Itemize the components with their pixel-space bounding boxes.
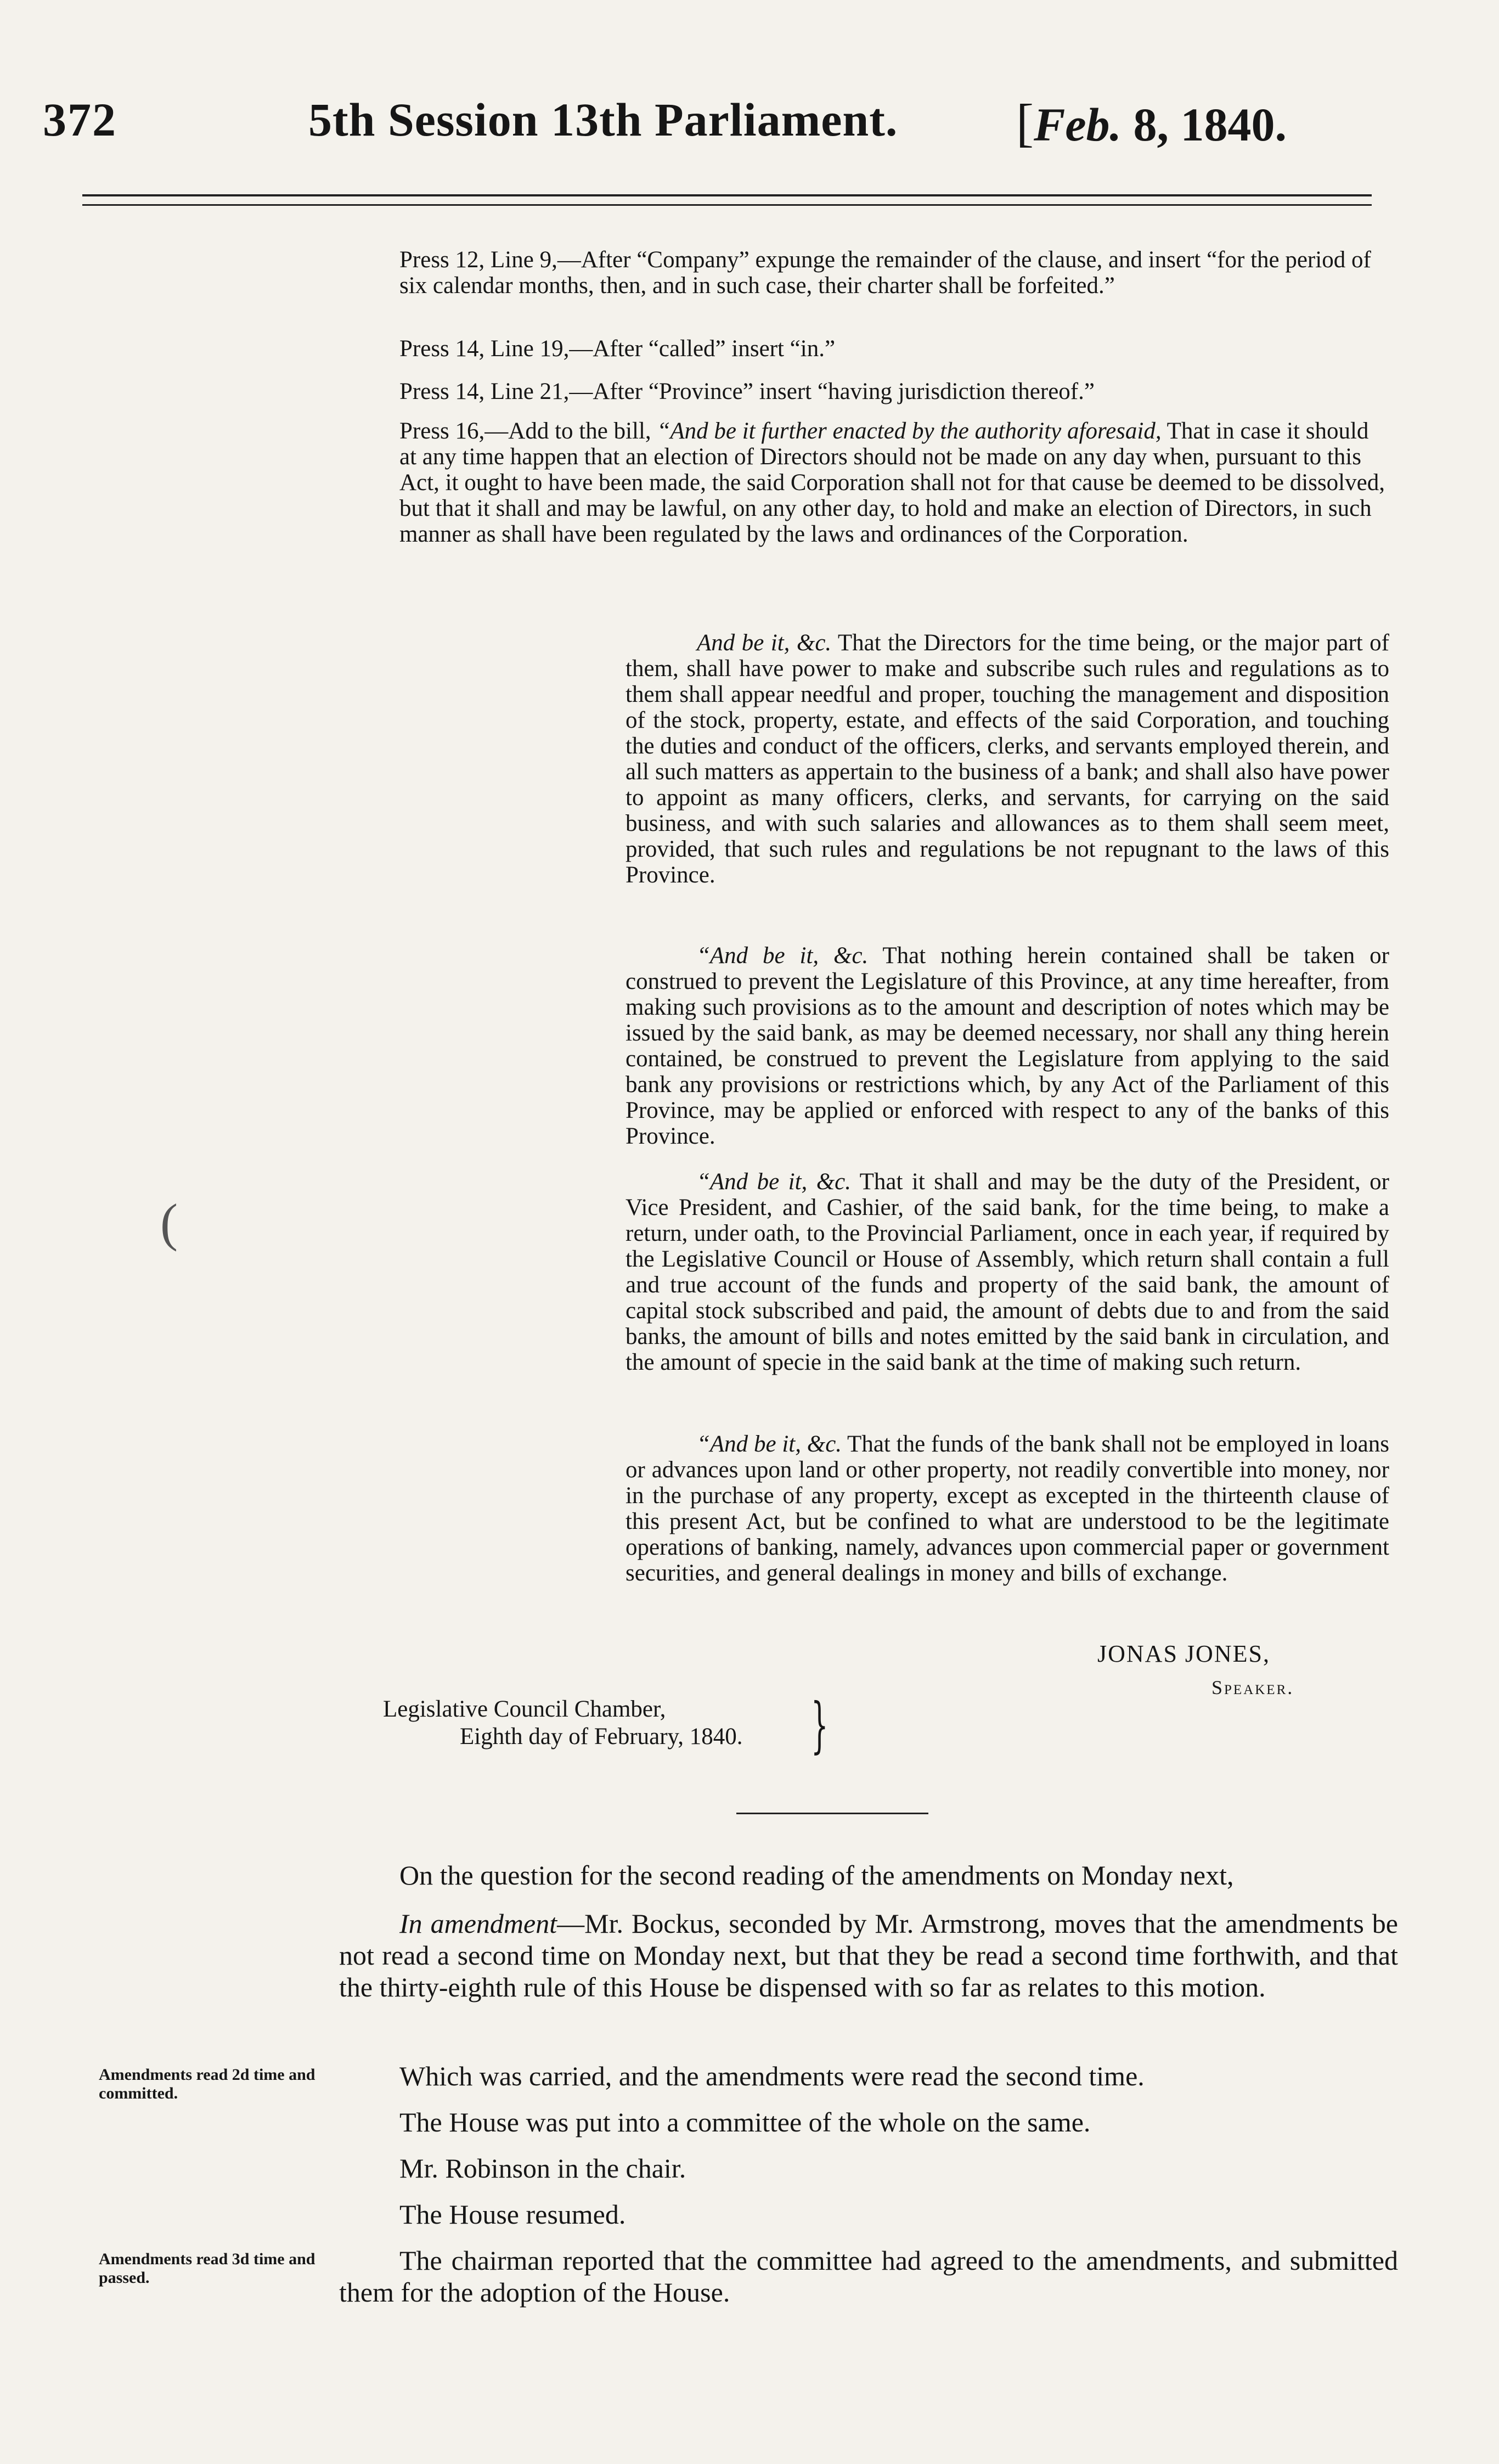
proceedings-question: On the question for the second reading of the amendments on Monday next,	[399, 1860, 1234, 1891]
proceedings-committee: The House was put into a committee of the whole on the same.	[399, 2107, 1091, 2137]
amendment-text: “Province” insert “having jurisdiction thereof.”	[648, 379, 1095, 404]
proceedings-carried: Which was carried, and the amendments were read the second time.	[399, 2061, 1145, 2091]
amendment-lead: Press 14, Line 21,—After	[399, 379, 649, 404]
proceedings-resumed: The House resumed.	[399, 2199, 626, 2230]
amendment-press-14-line-21	[399, 379, 1387, 404]
section-divider	[736, 1813, 928, 1814]
place-line-1: Legislative Council Chamber,	[383, 1696, 666, 1722]
amendment-text: “Company” expunge the remainder of the clause, and insert “for the period of six calendar months, then, and in such case, their charter shall be forfeited.”	[399, 247, 1371, 299]
header-date	[1016, 92, 1287, 153]
amendment-intro: “And be it further enacted by the authority aforesaid,	[657, 418, 1162, 444]
clause-text: That nothing herein contained shall be taken or construed to prevent the Legislature of this Province, at any time hereafter, from making such provisions as to the amount and description of notes which may be issued by the said bank, as may be deemed necessary, nor shall any thing herein contained, be construed to prevent the Legislature from applying to the said bank any provisions or restrictions which, by any Act of the Parliament of this Province, may be applied or enforced with respect to any of the banks of this Province.	[625, 943, 1389, 1149]
amendment-lead: Press 16,—Add to the bill,	[399, 418, 657, 444]
amendment-press-16	[399, 418, 1387, 547]
stray-mark: (	[160, 1193, 178, 1252]
date-bracket: [	[1016, 93, 1034, 152]
place-line-2: Eighth day of February, 1840.	[460, 1724, 743, 1749]
clause-text: That the Directors for the time being, or the major part of them, shall have power to make and subscribe such rules and regulations as to them shall appear needful and proper, touching the management and disposition of the stock, property, estate, and effects of the said Corporation, and touching the duties and conduct of the officers, clerks, and servants employed therein, and all such matters as appertain to the business of a bank; and shall also have power to appoint as many officers, clerks, and servants, for carrying on the said business, and with such salaries and allowances as to them shall seem meet, provided, that such rules and regulations be not repugnant to the laws of this Province.	[625, 630, 1389, 888]
clause-text: That it shall and may be the duty of the President, or Vice President, and Cashier, of the said bank, for the time being, to make a return, under oath, to the Provincial Parliament, once in each year, if required by the Legislative Council or House of Assembly, which return shall contain a full and true account of the funds and property of the said bank, the amount of capital stock subscribed and paid, the amount of debts due to and from the said banks, the amount of bills and notes emitted by the said bank in circulation, and the amount of specie in the said bank at the time of making such return.	[625, 1169, 1389, 1375]
proceedings-report: The chairman reported that the committee had agreed to the amendments, and submitted them for the adoption of the House.	[339, 2245, 1398, 2308]
clause-legislature	[625, 943, 1389, 1149]
brace-mark: }	[811, 1690, 829, 1760]
clause-intro: “And be it, &c.	[697, 1169, 851, 1195]
proceedings-chair: Mr. Robinson in the chair.	[399, 2153, 686, 2184]
signature-place	[383, 1696, 743, 1751]
amendment-press-14-line-19	[399, 336, 1387, 362]
session-title: 5th Session 13th Parliament.	[308, 93, 898, 146]
date-rest: 8, 1840.	[1122, 98, 1287, 151]
proceedings-amendment-motion	[339, 1908, 1398, 2003]
clause-intro: And be it, &c.	[697, 630, 832, 656]
amendment-motion-text: —Mr. Bockus, seconded by Mr. Armstrong, moves that the amendments be not read a second time on Monday next, but that they be read a second time forthwith, and that the thirty-eighth rule of this House be dispensed with so far as relates to this motion.	[339, 1908, 1398, 2002]
date-month: Feb.	[1033, 98, 1122, 151]
page-header	[0, 92, 1499, 158]
amendment-text: “called” insert “in.”	[648, 336, 836, 362]
clause-intro: “And be it, &c.	[697, 943, 869, 969]
clause-funds	[625, 1431, 1389, 1586]
clause-text: That the funds of the bank shall not be employed in loans or advances upon land or other property, not readily convertible into money, nor in the purchase of any property, except as excepted in the thirteenth clause of this present Act, but be confined to what are understood to be the legitimate operations of banking, namely, advances upon commercial paper or government securities, and general dealings in money and bills of exchange.	[625, 1431, 1389, 1586]
clause-directors-rules	[625, 630, 1389, 888]
clause-intro: “And be it, &c.	[697, 1431, 842, 1457]
amendment-press-12	[399, 247, 1387, 299]
clause-annual-return	[625, 1169, 1389, 1375]
margin-note-third-reading: Amendments read 3d time and passed.	[99, 2250, 315, 2287]
amendment-text: That in case it should at any time happen that an election of Directors should not be made on any day when, pursuant to this Act, it ought to have been made, the said Corporation shall not for that cause be deemed to be dissolved, but that it shall and may be lawful, on any other day, to hold and make an election of Directors, in such manner as shall have been regulated by the laws and ordinances of the Corporation.	[399, 418, 1385, 547]
signer-title: Speaker.	[1211, 1677, 1294, 1698]
amendment-label: In amendment	[399, 1908, 557, 1939]
signer-name: JONAS JONES,	[1097, 1640, 1270, 1667]
amendment-lead: Press 12, Line 9,—After	[399, 247, 637, 273]
header-rule	[82, 194, 1372, 206]
page-number: 372	[43, 93, 117, 146]
margin-note-second-reading: Amendments read 2d time and committed.	[99, 2066, 315, 2102]
amendment-lead: Press 14, Line 19,—After	[399, 336, 649, 362]
